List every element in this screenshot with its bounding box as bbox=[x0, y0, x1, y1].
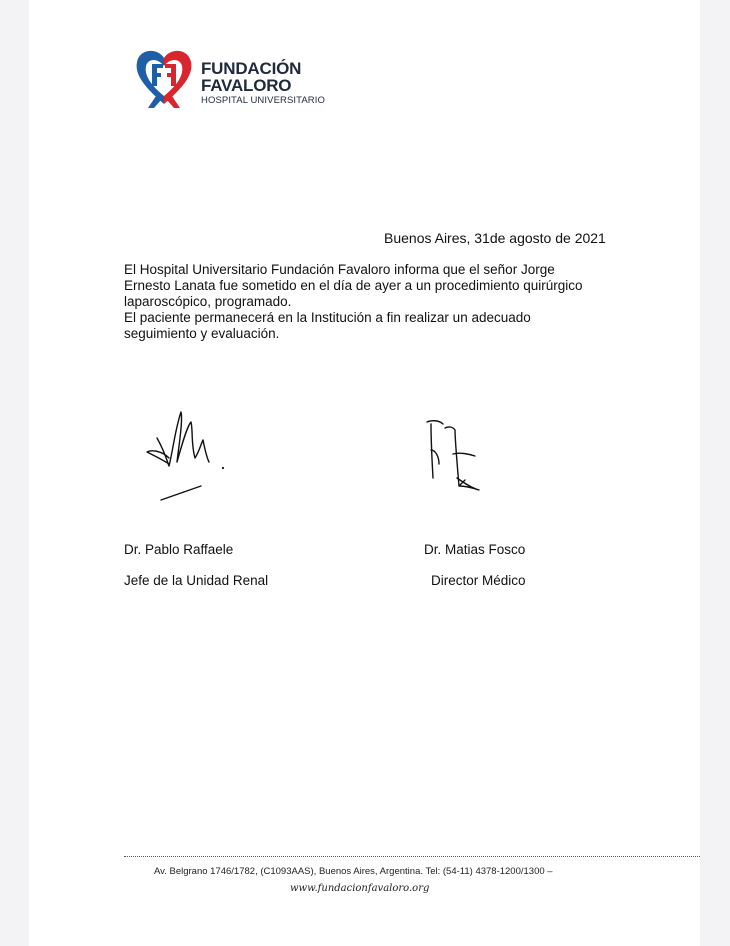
logo-title-line2: FAVALORO bbox=[201, 76, 292, 95]
signature-fosco bbox=[419, 410, 489, 500]
logo-subtitle: HOSPITAL UNIVERSITARIO bbox=[201, 95, 325, 106]
body-line: Ernesto Lanata fue sometido en el día de ayer a un procedimiento quirúrgico bbox=[124, 278, 583, 293]
body-line: El paciente permanecerá en la Institución a fin realizar un adecuado bbox=[124, 310, 531, 325]
letter-page bbox=[29, 0, 700, 946]
footer-address: Av. Belgrano 1746/1782, (C1093AAS), Buenos Aires, Argentina. Tel: (54-11) 4378-1200/1300 – bbox=[154, 866, 553, 877]
signature-raffaele bbox=[139, 400, 249, 510]
letter-body bbox=[124, 262, 583, 342]
signatory-role: Director Médico bbox=[431, 573, 526, 588]
signatory-name: Dr. Matias Fosco bbox=[424, 542, 526, 557]
letter-date: Buenos Aires, 31de agosto de 2021 bbox=[384, 230, 606, 246]
body-line: laparoscópico, programado. bbox=[124, 294, 292, 309]
signatory-name: Dr. Pablo Raffaele bbox=[124, 542, 234, 557]
body-line: El Hospital Universitario Fundación Favaloro informa que el señor Jorge bbox=[124, 262, 555, 277]
body-line: seguimiento y evaluación. bbox=[124, 326, 280, 341]
logo-title-line1: FUNDACIÓN bbox=[201, 59, 302, 78]
footer-divider bbox=[124, 856, 700, 857]
footer-website: www.fundacionfavaloro.org bbox=[290, 883, 430, 894]
heart-logo-icon bbox=[134, 46, 194, 110]
fundacion-favaloro-logo bbox=[134, 46, 334, 116]
signatory-role: Jefe de la Unidad Renal bbox=[124, 573, 269, 588]
